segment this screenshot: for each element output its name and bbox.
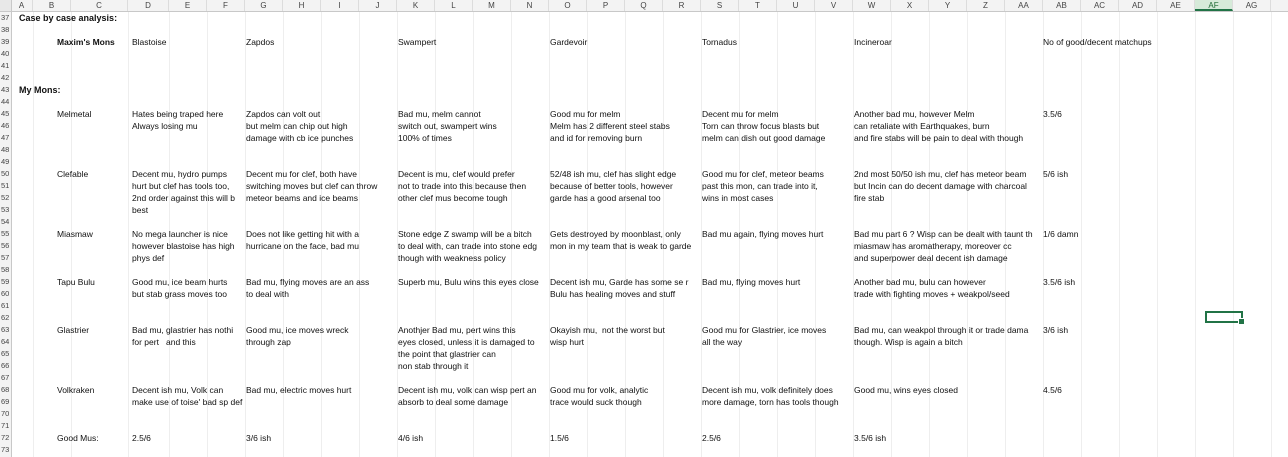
column-header-ab[interactable]: AB: [1043, 0, 1081, 11]
matchup-note[interactable]: Melm has 2 different steel stabs: [550, 121, 670, 131]
matchup-note[interactable]: fire stab: [854, 193, 885, 203]
matchup-note[interactable]: Bad mu, melm cannot: [398, 109, 481, 119]
column-header-v[interactable]: V: [815, 0, 853, 11]
row-header-48[interactable]: 48: [1, 145, 10, 154]
good-mus-blastoise[interactable]: 2.5/6: [132, 433, 151, 443]
matchup-note[interactable]: non stab through it: [398, 361, 469, 371]
opponent-incineroar[interactable]: Incineroar: [854, 37, 892, 47]
row-header-65[interactable]: 65: [1, 349, 10, 358]
row-header-50[interactable]: 50: [1, 169, 10, 178]
column-header-u[interactable]: U: [777, 0, 815, 11]
column-header-t[interactable]: T: [739, 0, 777, 11]
matchup-note[interactable]: through zap: [246, 337, 291, 347]
column-header-l[interactable]: L: [435, 0, 473, 11]
matchup-note[interactable]: 52/48 ish mu, clef has slight edge: [550, 169, 677, 179]
row-header-67[interactable]: 67: [1, 373, 10, 382]
row-header-72[interactable]: 72: [1, 433, 10, 442]
matchup-note[interactable]: damage with cb ice punches: [246, 133, 354, 143]
good-mus-zapdos[interactable]: 3/6 ish: [246, 433, 272, 443]
good-mus-label[interactable]: Good Mus:: [57, 433, 99, 443]
matchup-note[interactable]: Anothjer Bad mu, pert wins this: [398, 325, 516, 335]
matchup-note[interactable]: Good mu, ice beam hurts: [132, 277, 228, 287]
good-mus-incineroar[interactable]: 3.5/6 ish: [854, 433, 887, 443]
matchup-note[interactable]: Okayish mu, not the worst but: [550, 325, 665, 335]
matchup-note[interactable]: all the way: [702, 337, 743, 347]
column-header-p[interactable]: P: [587, 0, 625, 11]
matchup-note[interactable]: melm can dish out good damage: [702, 133, 826, 143]
matchup-note[interactable]: and fire stabs will be pain to deal with though: [854, 133, 1024, 143]
column-header-b[interactable]: B: [33, 0, 71, 11]
matchup-note[interactable]: Bad mu again, flying moves hurt: [702, 229, 824, 239]
column-header-c[interactable]: C: [71, 0, 128, 11]
column-header-o[interactable]: O: [549, 0, 587, 11]
matchup-note[interactable]: however blastoise has high: [132, 241, 235, 251]
matchup-note[interactable]: hurt but clef has tools too,: [132, 181, 230, 191]
matchup-note[interactable]: Bad mu, flying moves hurt: [702, 277, 801, 287]
matchup-note[interactable]: 2nd most 50/50 ish mu, clef has meteor beam: [854, 169, 1027, 179]
good-mus-swampert[interactable]: 4/6 ish: [398, 433, 424, 443]
matchup-note[interactable]: Bulu has healing moves and stuff: [550, 289, 676, 299]
matchup-note[interactable]: eyes closed, unless it is damaged to: [398, 337, 535, 347]
active-cell-selection[interactable]: [1205, 311, 1243, 323]
matchup-note[interactable]: Bad mu part 6 ? Wisp can be dealt with taunt th: [854, 229, 1033, 239]
matchup-note[interactable]: Decent mu for clef, both have: [246, 169, 358, 179]
sheet-title[interactable]: Case by case analysis:: [19, 13, 118, 23]
row-header-37[interactable]: 37: [1, 13, 10, 22]
row-header-51[interactable]: 51: [1, 181, 10, 190]
column-header-g[interactable]: G: [245, 0, 283, 11]
my-mons-label[interactable]: My Mons:: [19, 85, 61, 95]
row-header-60[interactable]: 60: [1, 289, 10, 298]
matchup-note[interactable]: Does not like getting hit with a: [246, 229, 359, 239]
row-header-59[interactable]: 59: [1, 277, 10, 286]
matchup-note[interactable]: but Incin can do decent damage with charcoal: [854, 181, 1027, 191]
matchup-note[interactable]: 100% of times: [398, 133, 452, 143]
matchup-note[interactable]: Stone edge Z swamp will be a bitch: [398, 229, 532, 239]
matchup-note[interactable]: mon in my team that is weak to garde: [550, 241, 692, 251]
row-header-66[interactable]: 66: [1, 361, 10, 370]
matchup-note[interactable]: past this mon, can trade into it,: [702, 181, 818, 191]
row-header-42[interactable]: 42: [1, 73, 10, 82]
row-header-70[interactable]: 70: [1, 409, 10, 418]
matchup-note[interactable]: Decent is mu, clef would prefer: [398, 169, 515, 179]
matchup-note[interactable]: Decent mu, hydro pumps: [132, 169, 227, 179]
matchup-note[interactable]: Bad mu, flying moves are an ass: [246, 277, 370, 287]
row-header-45[interactable]: 45: [1, 109, 10, 118]
matchup-note[interactable]: Decent ish mu, volk definitely does: [702, 385, 833, 395]
column-header-ag[interactable]: AG: [1233, 0, 1271, 11]
opponent-zapdos[interactable]: Zapdos: [246, 37, 275, 47]
column-header-ad[interactable]: AD: [1119, 0, 1157, 11]
matchup-note[interactable]: and id for removing burn: [550, 133, 643, 143]
matchup-note[interactable]: for pert and this: [132, 337, 196, 347]
row-header-46[interactable]: 46: [1, 121, 10, 130]
matchup-count[interactable]: 3.5/6 ish: [1043, 277, 1076, 287]
matchup-count[interactable]: 1/6 damn: [1043, 229, 1079, 239]
matchup-note[interactable]: the point that glastrier can: [398, 349, 496, 359]
column-header-ac[interactable]: AC: [1081, 0, 1119, 11]
matchup-note[interactable]: though with weakness policy: [398, 253, 506, 263]
matchup-note[interactable]: make use of toise' bad sp def: [132, 397, 243, 407]
column-header-e[interactable]: E: [169, 0, 207, 11]
matchup-note[interactable]: Hates being traped here: [132, 109, 224, 119]
column-header-s[interactable]: S: [701, 0, 739, 11]
matchup-note[interactable]: though. Wisp is again a bitch: [854, 337, 963, 347]
row-header-63[interactable]: 63: [1, 325, 10, 334]
row-header-56[interactable]: 56: [1, 241, 10, 250]
row-header-64[interactable]: 64: [1, 337, 10, 346]
row-header-57[interactable]: 57: [1, 253, 10, 262]
spreadsheet-grid[interactable]: [12, 12, 1288, 457]
matchup-note[interactable]: garde has a good arsenal too: [550, 193, 661, 203]
mon-name[interactable]: Volkraken: [57, 385, 95, 395]
matchup-note[interactable]: phys def: [132, 253, 165, 263]
column-header-j[interactable]: J: [359, 0, 397, 11]
matchup-note[interactable]: Another bad mu, bulu can however: [854, 277, 986, 287]
row-header-47[interactable]: 47: [1, 133, 10, 142]
row-header-55[interactable]: 55: [1, 229, 10, 238]
opponent-gardevoir[interactable]: Gardevoir: [550, 37, 588, 47]
matchup-note[interactable]: Good mu, wins eyes closed: [854, 385, 958, 395]
mon-name[interactable]: Glastrier: [57, 325, 90, 335]
column-header-f[interactable]: F: [207, 0, 245, 11]
column-header-y[interactable]: Y: [929, 0, 967, 11]
matchup-note[interactable]: more damage, torn has tools though: [702, 397, 839, 407]
row-header-43[interactable]: 43: [1, 85, 10, 94]
matchup-note[interactable]: best: [132, 205, 149, 215]
column-header-a[interactable]: A: [11, 0, 33, 11]
opponent-blastoise[interactable]: Blastoise: [132, 37, 167, 47]
matchup-note[interactable]: other clef mus become tough: [398, 193, 508, 203]
matchup-note[interactable]: Good mu for melm: [550, 109, 621, 119]
mon-name[interactable]: Miasmaw: [57, 229, 93, 239]
matchup-note[interactable]: 2nd order against this will b: [132, 193, 236, 203]
row-header-68[interactable]: 68: [1, 385, 10, 394]
matchup-count-header[interactable]: No of good/decent matchups: [1043, 37, 1152, 47]
matchup-note[interactable]: Good mu for clef, meteor beams: [702, 169, 824, 179]
matchup-note[interactable]: wins in most cases: [702, 193, 774, 203]
row-header-69[interactable]: 69: [1, 397, 10, 406]
matchup-note[interactable]: wisp hurt: [550, 337, 585, 347]
row-header-41[interactable]: 41: [1, 61, 10, 70]
row-header-40[interactable]: 40: [1, 49, 10, 58]
column-header-ae[interactable]: AE: [1157, 0, 1195, 11]
mon-name[interactable]: Melmetal: [57, 109, 92, 119]
column-header-z[interactable]: Z: [967, 0, 1005, 11]
matchup-note[interactable]: but melm can chip out high: [246, 121, 348, 131]
matchup-note[interactable]: miasmaw has aromatherapy, moreover cc: [854, 241, 1012, 251]
row-header-71[interactable]: 71: [1, 421, 10, 430]
column-header-k[interactable]: K: [397, 0, 435, 11]
matchup-note[interactable]: Zapdos can volt out: [246, 109, 321, 119]
matchup-note[interactable]: Good mu for volk, analytic: [550, 385, 649, 395]
column-header-aa[interactable]: AA: [1005, 0, 1043, 11]
matchup-note[interactable]: Superb mu, Bulu wins this eyes close: [398, 277, 539, 287]
matchup-note[interactable]: Good mu, ice moves wreck: [246, 325, 349, 335]
row-header-49[interactable]: 49: [1, 157, 10, 166]
matchup-note[interactable]: not to trade into this because then: [398, 181, 527, 191]
column-header-x[interactable]: X: [891, 0, 929, 11]
column-header-d[interactable]: D: [128, 0, 169, 11]
matchup-note[interactable]: Good mu for Glastrier, ice moves: [702, 325, 827, 335]
mon-name[interactable]: Clefable: [57, 169, 89, 179]
matchup-note[interactable]: to deal with, can trade into stone edg: [398, 241, 537, 251]
matchup-note[interactable]: hurricane on the face, bad mu: [246, 241, 359, 251]
row-header-61[interactable]: 61: [1, 301, 10, 310]
matchup-note[interactable]: Decent ish mu, Volk can: [132, 385, 224, 395]
mon-name[interactable]: Tapu Bulu: [57, 277, 95, 287]
row-header-54[interactable]: 54: [1, 217, 10, 226]
matchup-note[interactable]: No mega launcher is nice: [132, 229, 228, 239]
matchup-note[interactable]: but stab grass moves too: [132, 289, 227, 299]
good-mus-gardevoir[interactable]: 1.5/6: [550, 433, 569, 443]
matchup-note[interactable]: trade with fighting moves + weakpol/seed: [854, 289, 1010, 299]
matchup-note[interactable]: switching moves but clef can throw: [246, 181, 378, 191]
matchup-note[interactable]: Decent ish mu, Garde has some se r: [550, 277, 689, 287]
matchup-count[interactable]: 3.5/6: [1043, 109, 1062, 119]
matchup-note[interactable]: Decent mu for melm: [702, 109, 779, 119]
matchup-note[interactable]: switch out, swampert wins: [398, 121, 497, 131]
matchup-count[interactable]: 3/6 ish: [1043, 325, 1069, 335]
matchup-count[interactable]: 5/6 ish: [1043, 169, 1069, 179]
column-header-i[interactable]: I: [321, 0, 359, 11]
column-header-n[interactable]: N: [511, 0, 549, 11]
column-header-bar: [0, 0, 1288, 12]
column-header-q[interactable]: Q: [625, 0, 663, 11]
row-header-53[interactable]: 53: [1, 205, 10, 214]
matchup-note[interactable]: Another bad mu, however Melm: [854, 109, 975, 119]
row-header-39[interactable]: 39: [1, 37, 10, 46]
matchup-note[interactable]: can retaliate with Earthquakes, burn: [854, 121, 990, 131]
column-header-r[interactable]: R: [663, 0, 701, 11]
row-header-52[interactable]: 52: [1, 193, 10, 202]
matchup-note[interactable]: trace would suck though: [550, 397, 642, 407]
row-header-73[interactable]: 73: [1, 445, 10, 454]
matchup-note[interactable]: Always losing mu: [132, 121, 198, 131]
row-header-bar: [0, 12, 12, 457]
matchup-note[interactable]: and superpower deal decent ish damage: [854, 253, 1008, 263]
matchup-count[interactable]: 4.5/6: [1043, 385, 1062, 395]
matchup-note[interactable]: Gets destroyed by moonblast, only: [550, 229, 681, 239]
matchup-note[interactable]: Torn can throw focus blasts but: [702, 121, 820, 131]
row-header-38[interactable]: 38: [1, 25, 10, 34]
matchup-note[interactable]: because of better tools, however: [550, 181, 673, 191]
matchup-note[interactable]: Bad mu, can weakpol through it or trade dama: [854, 325, 1029, 335]
row-header-62[interactable]: 62: [1, 313, 10, 322]
matchup-note[interactable]: Bad mu, glastrier has nothi: [132, 325, 234, 335]
matchup-note[interactable]: to deal with: [246, 289, 289, 299]
column-header-w[interactable]: W: [853, 0, 891, 11]
row-header-44[interactable]: 44: [1, 97, 10, 106]
row-header-58[interactable]: 58: [1, 265, 10, 274]
good-mus-tornadus[interactable]: 2.5/6: [702, 433, 721, 443]
column-header-af[interactable]: AF: [1195, 0, 1233, 11]
opponent-tornadus[interactable]: Tornadus: [702, 37, 737, 47]
matchup-note[interactable]: Bad mu, electric moves hurt: [246, 385, 352, 395]
matchup-note[interactable]: Decent ish mu, volk can wisp pert an: [398, 385, 537, 395]
column-header-m[interactable]: M: [473, 0, 511, 11]
opponent-swampert[interactable]: Swampert: [398, 37, 437, 47]
column-header-h[interactable]: H: [283, 0, 321, 11]
matchup-note[interactable]: meteor beams and ice beams: [246, 193, 358, 203]
maxims-mons-label[interactable]: Maxim's Mons: [57, 37, 115, 47]
matchup-note[interactable]: absorb to deal some damage: [398, 397, 509, 407]
fill-handle[interactable]: [1238, 318, 1245, 325]
